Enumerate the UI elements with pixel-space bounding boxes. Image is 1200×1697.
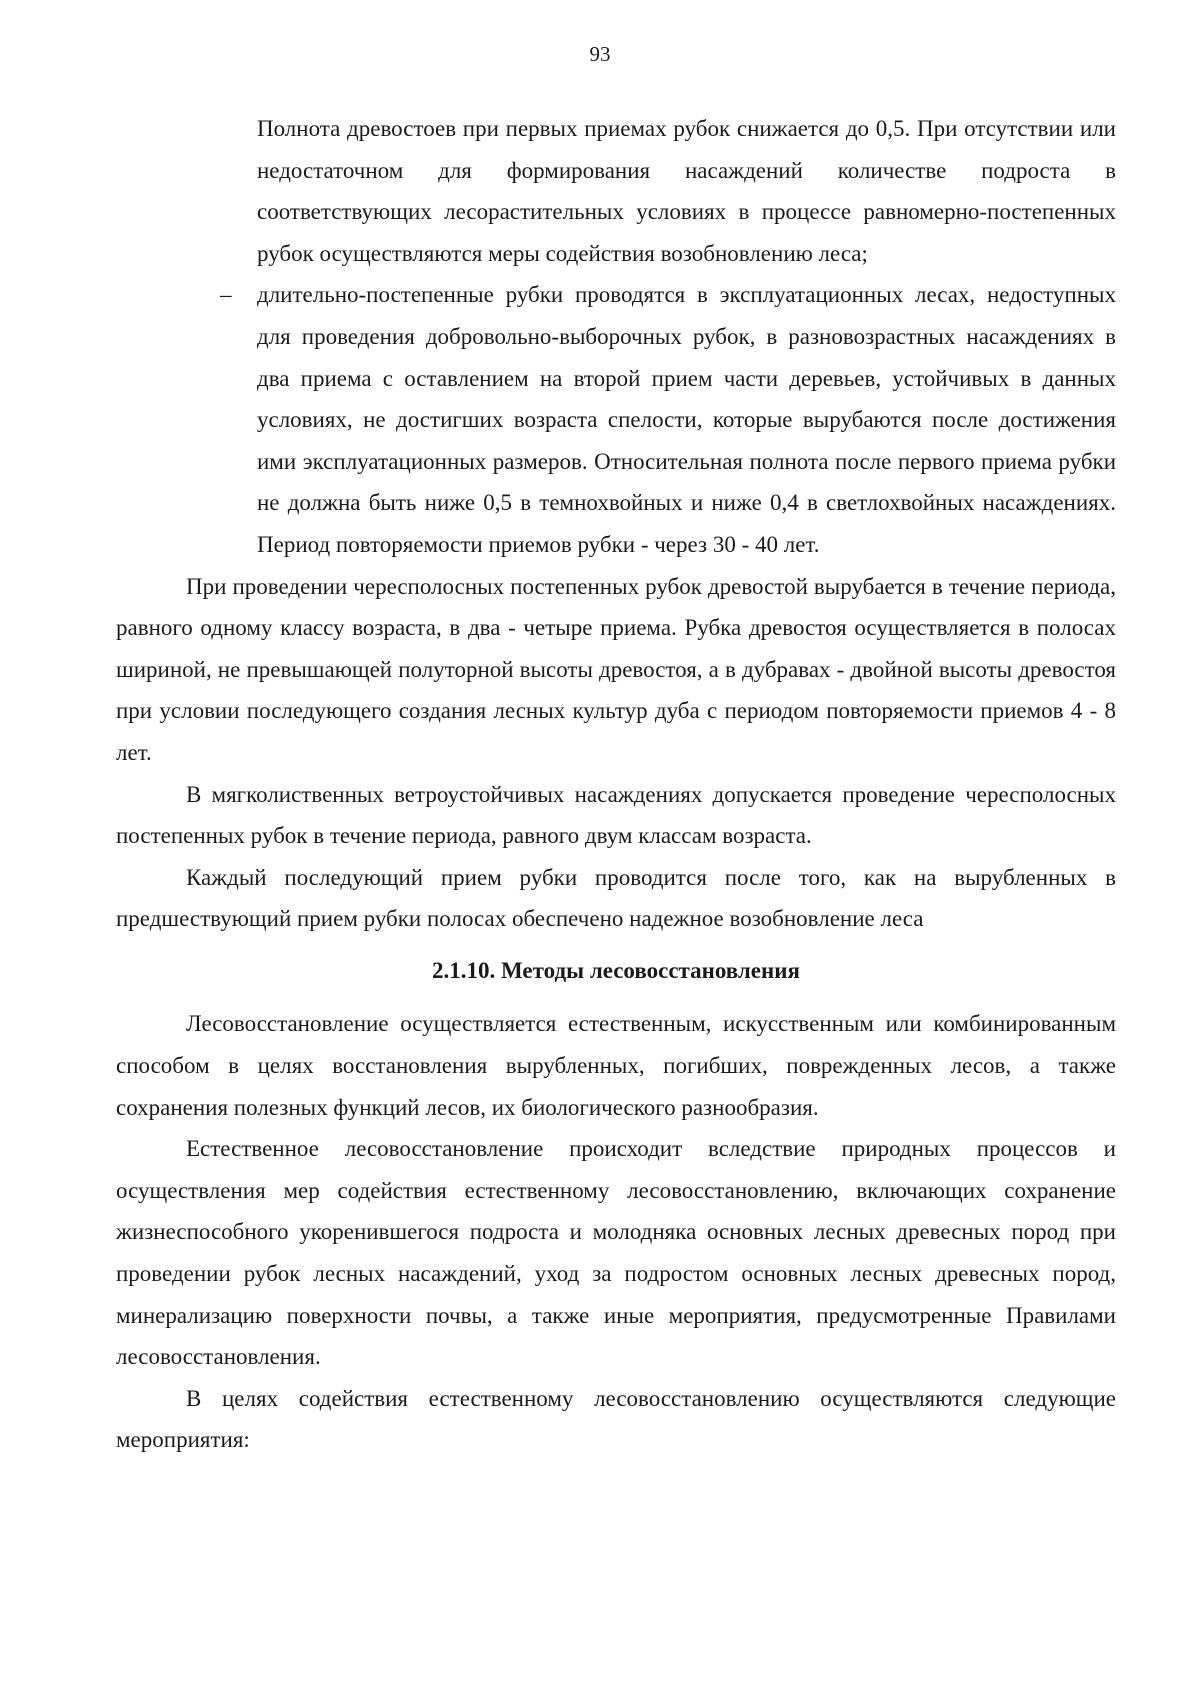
body-paragraph: Естественное лесовосстановление происходит вследствие природных процессов и осуществления мер содействия естественному лесовосстановлению, включающих сохранение жизнеспособного укоренившегося подроста и молодняка основных лесных древесных пород при проведении рубок лесных насаждений, уход за подростом основных лесных древесных пород, минерализацию поверхности почвы, а также иные мероприятия, предусмотренные Правилами лесовосстановления. [116, 1136, 1116, 1370]
list-item-text: длительно-постепенные рубки проводятся в эксплуатационных лесах, недоступных для проведения добровольно-выборочных рубок, в разновозрастных насаждениях в два приема с оставлением на второй прием части деревьев, устойчивых в данных условиях, не достигших возраста спелости, которые вырубаются после достижения ими эксплуатационных размеров. Относительная полнота после первого приема рубки не должна быть ниже 0,5 в темнохвойных и ниже 0,4 в светлохвойных насаждениях. Период повторяемости приемов рубки - через 30 - 40 лет. [257, 282, 1116, 557]
body-paragraph: Лесовосстановление осуществляется естественным, искусственным или комбинированным способом в целях восстановления вырубленных, погибших, поврежденных лесов, а также сохранения полезных функций лесов, их биологического разнообразия. [116, 1011, 1116, 1120]
list-item [220, 274, 1116, 565]
body-paragraph: В мягколиственных ветроустойчивых насаждениях допускается проведение чересполосных постепенных рубок в течение периода, равного двум классам возраста. [116, 781, 1116, 849]
body-paragraph: При проведении чересполосных постепенных рубок древостой вырубается в течение периода, равного одному классу возраста, в два - четыре приема. Рубка древостоя осуществляется в полосах шириной, не превышающей полуторной высоты древостоя, а в дубравах - двойной высоты древостоя при условии последующего создания лесных культур дуба с периодом повторяемости приемов 4 - 8 лет. [116, 573, 1116, 765]
page-body [116, 108, 1116, 1461]
page-number: 93 [589, 42, 611, 66]
body-paragraph: В целях содействия естественному лесовосстановлению осуществляются следующие мероприятия: [116, 1385, 1116, 1453]
list-bullet: – [220, 282, 232, 308]
section-heading: 2.1.10. Методы лесовосстановления [432, 957, 800, 983]
list-continuation-paragraph: Полнота древостоев при первых приемах рубок снижается до 0,5. При отсутствии или недостаточном для формирования насаждений количестве подроста в соответствующих лесорастительных условиях в процессе равномерно-постепенных рубок осуществляются меры содействия возобновлению леса; [257, 116, 1116, 266]
list-block [220, 108, 1116, 566]
body-paragraph: Каждый последующий прием рубки проводится после того, как на вырубленных в предшествующий прием рубки полосах обеспечено надежное возобновление леса [116, 864, 1116, 932]
